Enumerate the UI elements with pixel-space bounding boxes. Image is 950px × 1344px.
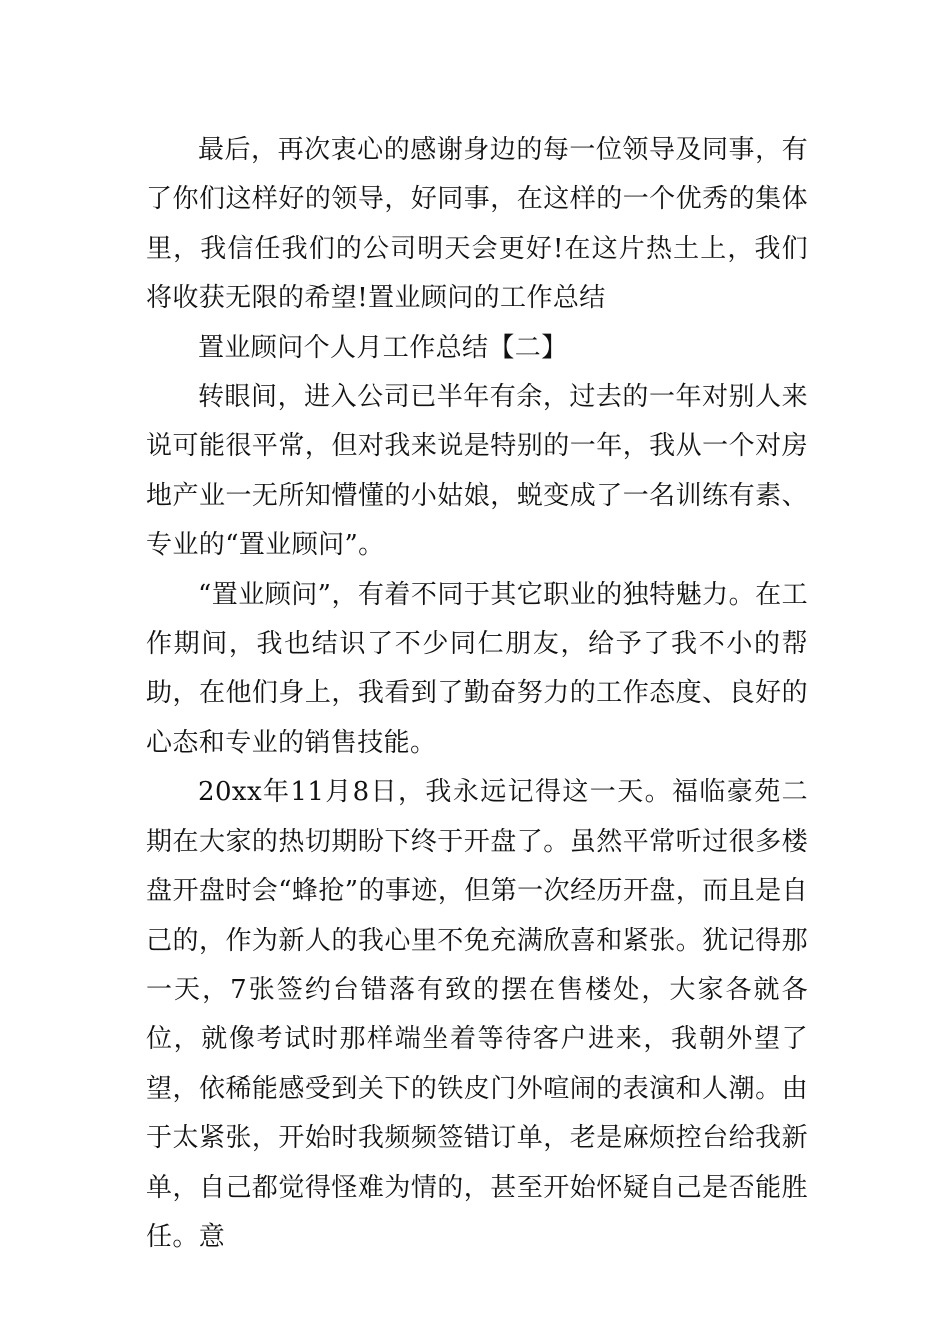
paragraph-opening-day: 20xx年11月8日，我永远记得这一天。福临豪苑二期在大家的热切期盼下终于开盘了。虽然平常听过很多楼盘开盘时会“蜂抢”的事迹，但第一次经历开盘，而且是自己的，作为新人的我心里不免充满欣喜和紧张。犹记得那一天，7张签约台错落有致的摆在售楼处，大家各就各位，就像考试时那样端坐着等待客户进来，我朝外望了望，依稀能感受到关下的铁皮门外喧闹的表演和人潮。由于太紧张，开始时我频频签错订单，老是麻烦控台给我新单，自己都觉得怪难为情的，甚至开始怀疑自己是否能胜任。意	[146, 777, 808, 1252]
paragraph-closing-thanks: 最后，再次衷心的感谢身边的每一位领导及同事，有了你们这样好的领导，好同事，在这样的一个优秀的集体里，我信任我们的公司明天会更好!在这片热土上，我们将收获无限的希望!置业顾问的工作总结	[146, 135, 808, 314]
paragraph-intro: 转眼间，进入公司已半年有余，过去的一年对别人来说可能很平常，但对我来说是特别的一年，我从一个对房地产业一无所知懵懂的小姑娘，蜕变成了一名训练有素、专业的“置业顾问”。	[146, 382, 808, 561]
paragraph-charm: “置业顾问”，有着不同于其它职业的独特魅力。在工作期间，我也结识了不少同仁朋友，给予了我不小的帮助，在他们身上，我看到了勤奋努力的工作态度、良好的心态和专业的销售技能。	[146, 579, 808, 758]
document-body	[146, 126, 808, 1262]
section-heading: 置业顾问个人月工作总结【二】	[198, 332, 568, 363]
